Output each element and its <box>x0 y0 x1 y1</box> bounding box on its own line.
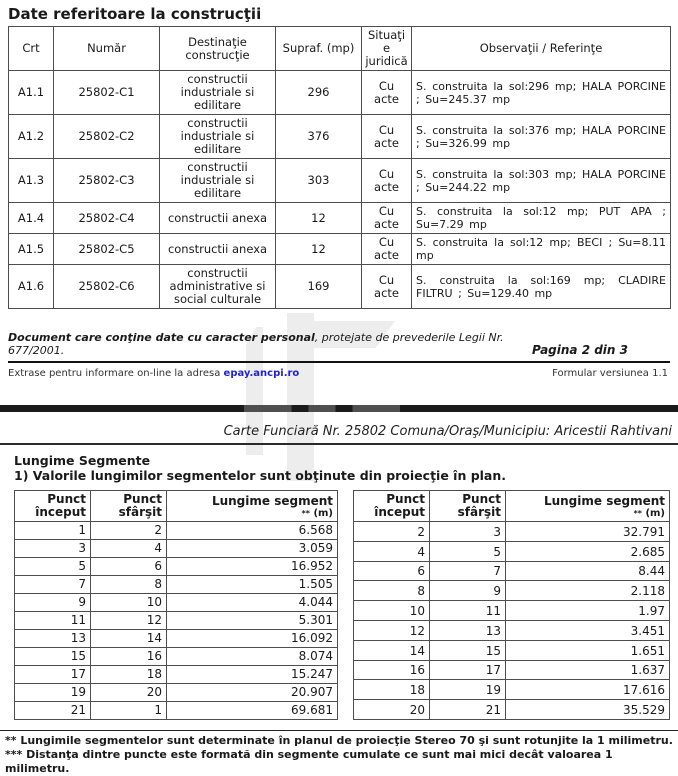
segment-row <box>15 630 338 648</box>
start-point-cell: 3 <box>15 540 91 558</box>
constructions-table <box>8 26 671 309</box>
segment-row <box>354 561 670 581</box>
end-point-cell: 12 <box>91 612 167 630</box>
supraf-cell: 169 <box>276 265 362 309</box>
situatie-cell: Cu acte <box>362 203 412 234</box>
segment-row <box>354 640 670 660</box>
segment-header-row <box>354 491 670 522</box>
segment-length-cell: 2.118 <box>506 581 670 601</box>
segment-row <box>15 684 338 702</box>
col-header-segment-length: Lungime segment ** (m) <box>167 491 338 522</box>
start-point-cell: 7 <box>15 576 91 594</box>
start-point-cell: 9 <box>15 594 91 612</box>
start-point-cell: 17 <box>15 666 91 684</box>
end-point-cell: 14 <box>91 630 167 648</box>
page-number: Pagina 2 din 3 <box>532 343 628 357</box>
epay-ancpi-link[interactable]: epay.ancpi.ro <box>223 368 300 379</box>
destinatie-cell: constructii anexa <box>160 203 276 234</box>
segment-length-cell: 3.451 <box>506 620 670 640</box>
segment-length-cell: 17.616 <box>506 680 670 700</box>
col-header-destinatie: Destinaţie construcţie <box>160 27 276 71</box>
start-point-cell: 10 <box>354 601 430 621</box>
segment-row <box>354 660 670 680</box>
observatii-cell: S. construita la sol:12 mp; PUT APA ; Su=7.29 mp <box>412 203 671 234</box>
footnotes-block <box>0 730 678 776</box>
segment-table-left <box>14 490 338 720</box>
start-point-cell: 5 <box>15 558 91 576</box>
segment-row <box>354 522 670 542</box>
crt-cell: A1.2 <box>9 115 54 159</box>
segment-length-cell: 1.637 <box>506 660 670 680</box>
extras-note-text: Extrase pentru informare on-line la adresa <box>8 368 224 379</box>
segment-length-cell: 2.685 <box>506 541 670 561</box>
end-point-cell: 16 <box>91 648 167 666</box>
supraf-cell: 296 <box>276 71 362 115</box>
col-header-start-point: Punct început <box>15 491 91 522</box>
construction-row <box>9 203 671 234</box>
col-header-segment-length: Lungime segment ** (m) <box>506 491 670 522</box>
privacy-note <box>8 331 532 357</box>
col-header-start-point: Punct început <box>354 491 430 522</box>
end-point-cell: 10 <box>91 594 167 612</box>
footnote-stereo70: ** Lungimile segmentelor sunt determinate în planul de proiecţie Stereo 70 şi sunt rotunjite la 1 milimetru. <box>5 734 673 747</box>
crt-cell: A1.5 <box>9 234 54 265</box>
constructions-section-title: Date referitoare la construcţii <box>8 5 262 23</box>
segment-length-cell: 69.681 <box>167 702 338 720</box>
col-header-end-point: Punct sfârşit <box>430 491 506 522</box>
segment-row <box>15 666 338 684</box>
segments-section-title: Lungime Segmente <box>14 453 151 468</box>
col-header-supraf: Supraf. (mp) <box>276 27 362 71</box>
start-point-cell: 1 <box>15 522 91 540</box>
segment-row <box>15 522 338 540</box>
end-point-cell: 11 <box>430 601 506 621</box>
start-point-cell: 21 <box>15 702 91 720</box>
end-point-cell: 4 <box>91 540 167 558</box>
situatie-cell: Cu acte <box>362 159 412 203</box>
start-point-cell: 20 <box>354 700 430 720</box>
start-point-cell: 16 <box>354 660 430 680</box>
page1-subfooter <box>8 368 668 379</box>
segment-row <box>354 581 670 601</box>
destinatie-cell: constructii anexa <box>160 234 276 265</box>
construction-row <box>9 159 671 203</box>
footnote-distance: *** Distanţa dintre puncte este formată din segmente cumulate ce sunt mai mici decât valoarea 1 milimetru. <box>5 748 613 775</box>
segment-row <box>15 558 338 576</box>
start-point-cell: 19 <box>15 684 91 702</box>
destinatie-cell: constructii industriale si edilitare <box>160 71 276 115</box>
segment-row <box>15 612 338 630</box>
start-point-cell: 2 <box>354 522 430 542</box>
start-point-cell: 6 <box>354 561 430 581</box>
end-point-cell: 18 <box>91 666 167 684</box>
segment-length-cell: 32.791 <box>506 522 670 542</box>
segment-length-cell: 1.505 <box>167 576 338 594</box>
start-point-cell: 13 <box>15 630 91 648</box>
end-point-cell: 7 <box>430 561 506 581</box>
segment-length-cell: 3.059 <box>167 540 338 558</box>
segment-length-cell: 1.651 <box>506 640 670 660</box>
destinatie-cell: constructii industriale si edilitare <box>160 115 276 159</box>
segment-length-cell: 8.074 <box>167 648 338 666</box>
supraf-cell: 12 <box>276 234 362 265</box>
page-break-divider <box>0 405 678 412</box>
segment-length-cell: 1.97 <box>506 601 670 621</box>
numar-cell: 25802-C4 <box>54 203 160 234</box>
start-point-cell: 12 <box>354 620 430 640</box>
situatie-cell: Cu acte <box>362 265 412 309</box>
segment-row <box>15 648 338 666</box>
situatie-cell: Cu acte <box>362 71 412 115</box>
end-point-cell: 5 <box>430 541 506 561</box>
segment-row <box>354 680 670 700</box>
end-point-cell: 8 <box>91 576 167 594</box>
construction-row <box>9 71 671 115</box>
observatii-cell: S. construita la sol:12 mp; BECI ; Su=8.11 mp <box>412 234 671 265</box>
situatie-cell: Cu acte <box>362 115 412 159</box>
segment-length-cell: 15.247 <box>167 666 338 684</box>
segment-row <box>15 702 338 720</box>
col-header-numar: Număr <box>54 27 160 71</box>
end-point-cell: 6 <box>91 558 167 576</box>
segment-row <box>15 594 338 612</box>
destinatie-cell: constructii industriale si edilitare <box>160 159 276 203</box>
end-point-cell: 20 <box>91 684 167 702</box>
segment-length-cell: 20.907 <box>167 684 338 702</box>
end-point-cell: 13 <box>430 620 506 640</box>
situatie-cell: Cu acte <box>362 234 412 265</box>
construction-row <box>9 265 671 309</box>
segment-length-cell: 6.568 <box>167 522 338 540</box>
crt-cell: A1.6 <box>9 265 54 309</box>
construction-row <box>9 234 671 265</box>
observatii-cell: S. construita la sol:296 mp; HALA PORCINE ; Su=245.37 mp <box>412 71 671 115</box>
end-point-cell: 2 <box>91 522 167 540</box>
segment-length-cell: 5.301 <box>167 612 338 630</box>
privacy-note-bold: Document care conţine date cu caracter personal <box>8 331 315 344</box>
supraf-cell: 12 <box>276 203 362 234</box>
col-header-observatii: Observaţii / Referinţe <box>412 27 671 71</box>
crt-cell: A1.3 <box>9 159 54 203</box>
numar-cell: 25802-C5 <box>54 234 160 265</box>
observatii-cell: S. construita la sol:303 mp; HALA PORCINE ; Su=244.22 mp <box>412 159 671 203</box>
supraf-cell: 376 <box>276 115 362 159</box>
segment-length-cell: 35.529 <box>506 700 670 720</box>
observatii-cell: S. construita la sol:376 mp; HALA PORCINE ; Su=326.99 mp <box>412 115 671 159</box>
destinatie-cell: constructii administrative si social culturale <box>160 265 276 309</box>
crt-cell: A1.1 <box>9 71 54 115</box>
constructions-header-row <box>9 27 671 71</box>
segment-row <box>354 601 670 621</box>
end-point-cell: 17 <box>430 660 506 680</box>
segment-tables-container <box>14 490 678 720</box>
extras-note <box>8 368 299 379</box>
segment-length-cell: 4.044 <box>167 594 338 612</box>
observatii-cell: S. construita la sol:169 mp; CLADIRE FILTRU ; Su=129.40 mp <box>412 265 671 309</box>
start-point-cell: 15 <box>15 648 91 666</box>
numar-cell: 25802-C2 <box>54 115 160 159</box>
start-point-cell: 14 <box>354 640 430 660</box>
segment-length-cell: 16.092 <box>167 630 338 648</box>
carte-funciara-header: Carte Funciară Nr. 25802 Comuna/Oraş/Municipiu: Aricestii Rahtivani <box>0 424 678 445</box>
start-point-cell: 18 <box>354 680 430 700</box>
start-point-cell: 8 <box>354 581 430 601</box>
start-point-cell: 11 <box>15 612 91 630</box>
numar-cell: 25802-C1 <box>54 71 160 115</box>
end-point-cell: 15 <box>430 640 506 660</box>
privacy-note-rest: , protejate de prevederile Legii Nr. 677/2001. <box>8 331 504 357</box>
start-point-cell: 4 <box>354 541 430 561</box>
col-header-situatie: Situaţie juridică <box>362 27 412 71</box>
page1-footer <box>8 331 670 363</box>
numar-cell: 25802-C6 <box>54 265 160 309</box>
col-header-end-point: Punct sfârşit <box>91 491 167 522</box>
segment-header-row <box>15 491 338 522</box>
form-version: Formular versiunea 1.1 <box>552 368 668 379</box>
end-point-cell: 9 <box>430 581 506 601</box>
segment-row <box>354 620 670 640</box>
supraf-cell: 303 <box>276 159 362 203</box>
segment-table-right <box>353 490 670 720</box>
end-point-cell: 1 <box>91 702 167 720</box>
end-point-cell: 21 <box>430 700 506 720</box>
segments-section-subtitle: 1) Valorile lungimilor segmentelor sunt obţinute din proiecţie în plan. <box>14 468 507 483</box>
segment-row <box>354 541 670 561</box>
segment-length-cell: 16.952 <box>167 558 338 576</box>
end-point-cell: 3 <box>430 522 506 542</box>
segment-row <box>15 576 338 594</box>
col-header-crt: Crt <box>9 27 54 71</box>
construction-row <box>9 115 671 159</box>
segment-row <box>354 700 670 720</box>
segment-row <box>15 540 338 558</box>
numar-cell: 25802-C3 <box>54 159 160 203</box>
segment-length-cell: 8.44 <box>506 561 670 581</box>
crt-cell: A1.4 <box>9 203 54 234</box>
end-point-cell: 19 <box>430 680 506 700</box>
